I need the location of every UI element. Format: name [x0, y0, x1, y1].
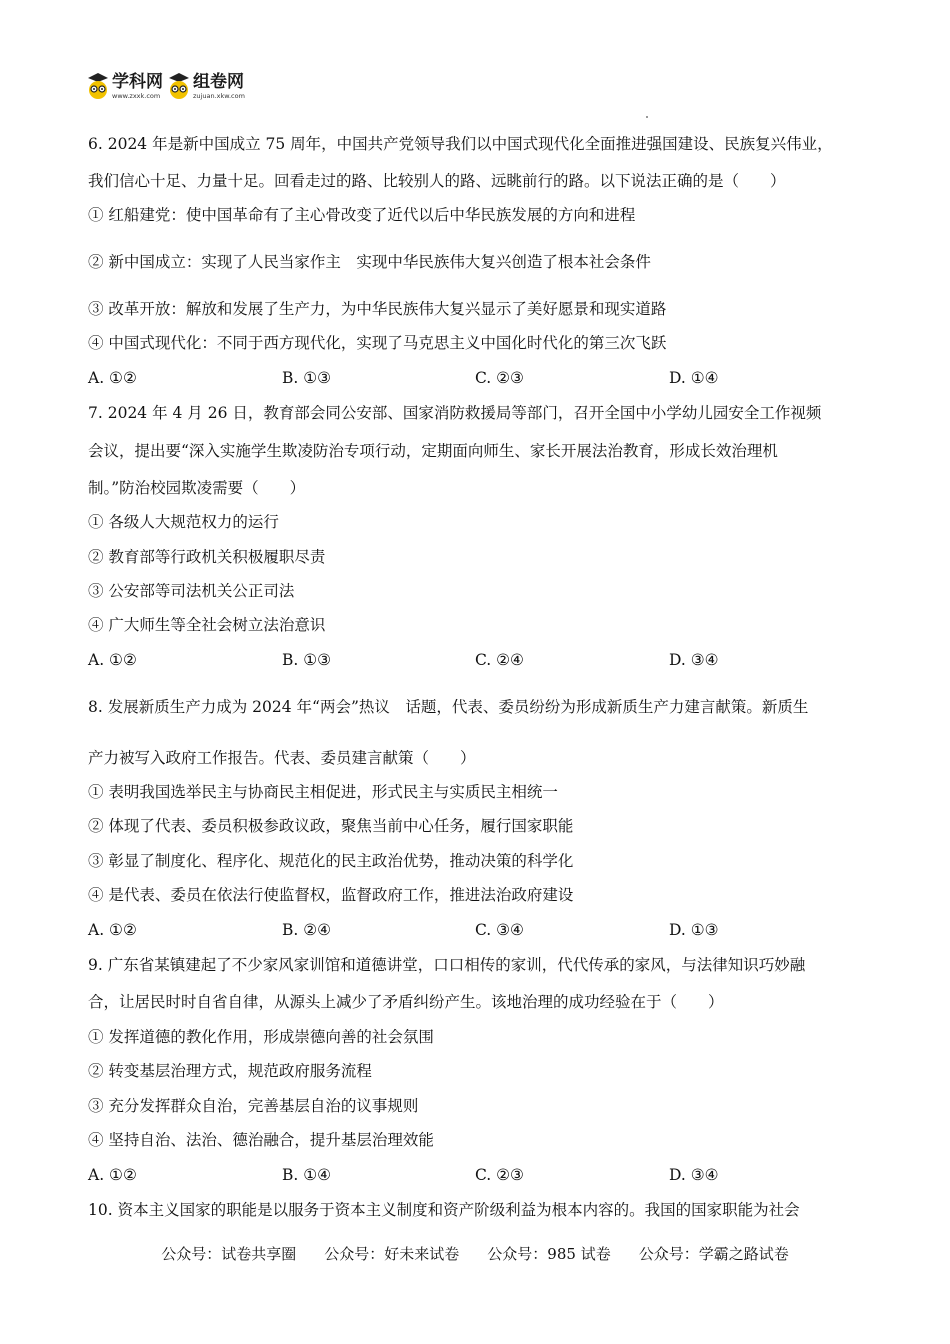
q6-option-d[interactable]: D. ①④: [669, 369, 719, 387]
footer-item-3: 公众号：985 试卷: [487, 1245, 611, 1263]
q8-option-a[interactable]: A. ①②: [88, 921, 137, 939]
q6-option-c[interactable]: C. ②③: [475, 369, 524, 387]
logo-url-1: www.zxxk.com: [112, 92, 161, 100]
q6-option-b[interactable]: B. ①③: [282, 369, 332, 387]
owl-icon: [167, 72, 191, 100]
footer-item-4: 公众号：学霸之路试卷: [638, 1245, 789, 1263]
q6-item-3: ③ 改革开放：解放和发展了生产力，为中华民族伟大复兴显示了美好愿景和现实道路: [88, 300, 667, 318]
q7-stem-line-1: 7. 2024 年 4 月 26 日，教育部会同公安部、国家消防救援局等部门，召开全国中小学幼儿园安全工作视频: [88, 404, 822, 422]
scan-dot: [646, 116, 648, 118]
q8-option-b[interactable]: B. ②④: [282, 921, 332, 939]
q7-option-a[interactable]: A. ①②: [88, 651, 137, 669]
footer-item-2: 公众号：好未来试卷: [324, 1245, 460, 1263]
footer: [0, 1244, 950, 1264]
q8-option-d[interactable]: D. ①③: [669, 921, 719, 939]
q8-item-4: ④ 是代表、委员在依法行使监督权，监督政府工作，推进法治政府建设: [88, 886, 574, 904]
q6-item-1: ① 红船建党：使中国革命有了主心骨改变了近代以后中华民族发展的方向和进程: [88, 206, 636, 224]
q9-option-b[interactable]: B. ①④: [282, 1166, 332, 1184]
q8-stem-line-1: 8. 发展新质生产力成为 2024 年“两会”热议 话题，代表、委员纷纷为形成新质生产力建言献策。新质生: [88, 698, 809, 716]
q8-item-2: ② 体现了代表、委员积极参政议政，聚焦当前中心任务，履行国家职能: [88, 817, 574, 835]
q9-item-3: ③ 充分发挥群众自治，完善基层自治的议事规则: [88, 1097, 419, 1115]
q9-item-2: ② 转变基层治理方式，规范政府服务流程: [88, 1062, 372, 1080]
q8-item-3: ③ 彰显了制度化、程序化、规范化的民主政治优势，推动决策的科学化: [88, 852, 574, 870]
logo-name-2: 组卷网: [193, 72, 244, 92]
q9-item-4: ④ 坚持自治、法治、德治融合，提升基层治理效能: [88, 1131, 434, 1149]
site-logo: [86, 72, 249, 104]
q6-stem-line-2: 我们信心十足、力量十足。回看走过的路、比较别人的路、远眺前行的路。以下说法正确的是（ ）: [88, 172, 786, 190]
q7-stem-line-2: 会议，提出要“深入实施学生欺凌防治专项行动，定期面向师生、家长开展法治教育，形成长效治理机: [88, 442, 778, 460]
q7-option-d[interactable]: D. ③④: [669, 651, 719, 669]
q7-stem-line-3: 制。”防治校园欺凌需要（ ）: [88, 479, 306, 497]
q6-item-4: ④ 中国式现代化：不同于西方现代化，实现了马克思主义中国化时代化的第三次飞跃: [88, 334, 667, 352]
footer-item-1: 公众号：试卷共享圈: [161, 1245, 297, 1263]
q8-stem-line-2: 产力被写入政府工作报告。代表、委员建言献策（ ）: [88, 749, 476, 767]
q7-item-3: ③ 公安部等司法机关公正司法: [88, 582, 295, 600]
logo-name-1: 学科网: [112, 72, 163, 92]
zujuan-logo: [167, 72, 245, 100]
q8-option-c[interactable]: C. ③④: [475, 921, 524, 939]
q9-stem-line-2: 合，让居民时时自省自律，从源头上减少了矛盾纠纷产生。该地治理的成功经验在于（ ）: [88, 993, 724, 1011]
q7-item-4: ④ 广大师生等全社会树立法治意识: [88, 616, 326, 634]
logo-url-2: zujuan.xkw.com: [193, 92, 245, 100]
zxxk-logo: [86, 72, 163, 100]
q7-item-2: ② 教育部等行政机关积极履职尽责: [88, 548, 326, 566]
q7-option-c[interactable]: C. ②④: [475, 651, 524, 669]
q7-item-1: ① 各级人大规范权力的运行: [88, 513, 279, 531]
q9-option-a[interactable]: A. ①②: [88, 1166, 137, 1184]
q7-option-b[interactable]: B. ①③: [282, 651, 332, 669]
q9-option-d[interactable]: D. ③④: [669, 1166, 719, 1184]
q9-stem-line-1: 9. 广东省某镇建起了不少家风家训馆和道德讲堂，口口相传的家训，代代传承的家风，与法律知识巧妙融: [88, 956, 806, 974]
q9-option-c[interactable]: C. ②③: [475, 1166, 524, 1184]
owl-icon: [86, 72, 110, 100]
q10-stem-line-1: 10. 资本主义国家的职能是以服务于资本主义制度和资产阶级利益为根本内容的。我国的国家职能为社会: [88, 1201, 800, 1219]
q9-item-1: ① 发挥道德的教化作用，形成崇德向善的社会氛围: [88, 1028, 434, 1046]
q6-stem-line-1: 6. 2024 年是新中国成立 75 周年，中国共产党领导我们以中国式现代化全面推进强国建设、民族复兴伟业，: [88, 135, 833, 153]
q6-item-2: ② 新中国成立：实现了人民当家作主 实现中华民族伟大复兴创造了根本社会条件: [88, 253, 651, 271]
q8-item-1: ① 表明我国选举民主与协商民主相促进，形式民主与实质民主相统一: [88, 783, 558, 801]
q6-option-a[interactable]: A. ①②: [88, 369, 137, 387]
